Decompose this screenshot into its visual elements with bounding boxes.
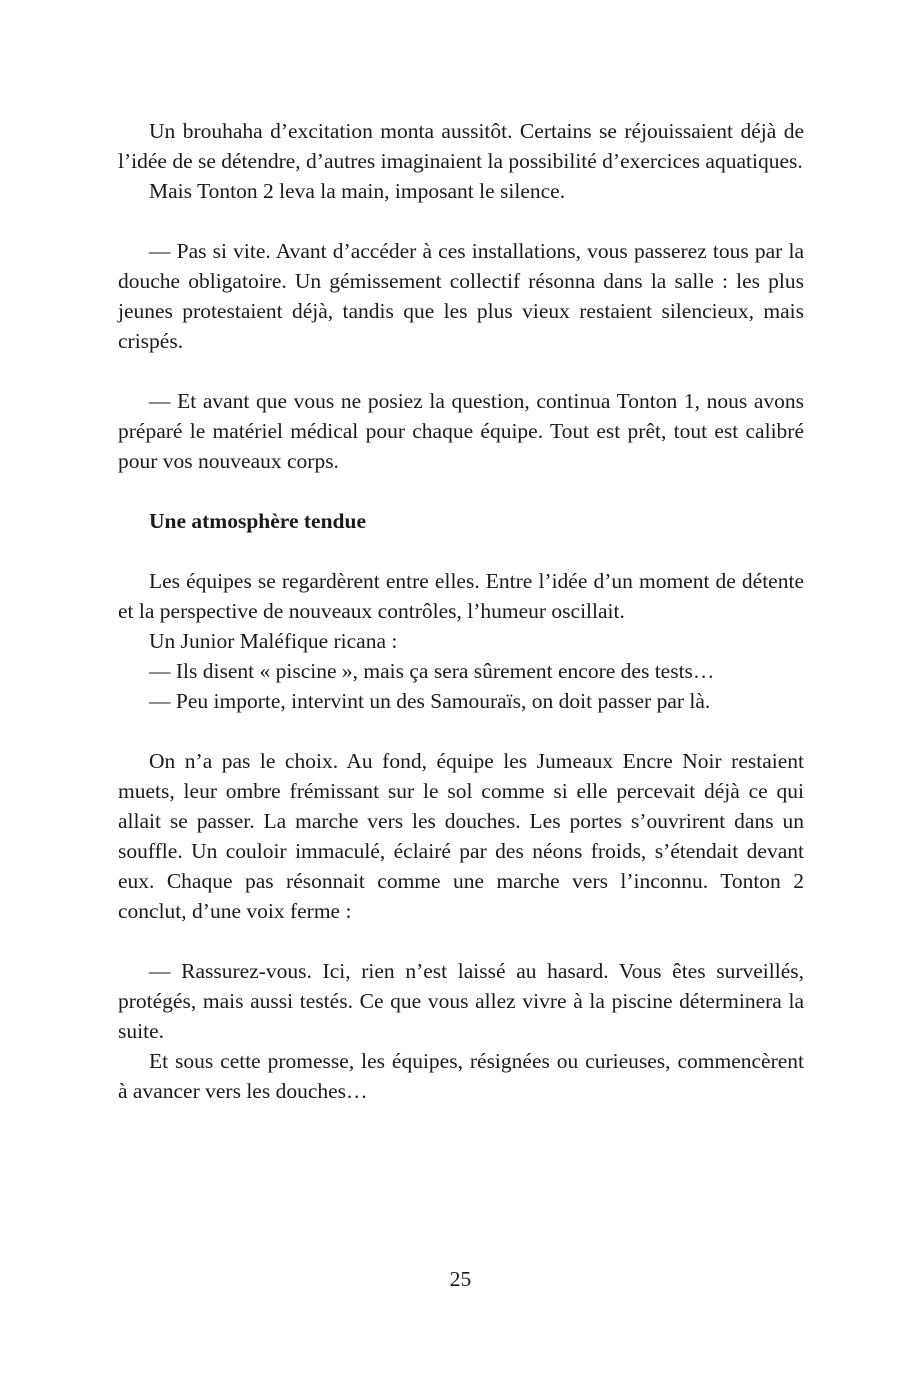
- page-body: [118, 116, 804, 1106]
- spacer: [118, 476, 804, 506]
- section-heading: Une atmosphère tendue: [149, 509, 366, 533]
- spacer: [118, 206, 804, 236]
- dialogue-5: — Rassurez-vous. Ici, rien n’est laissé au hasard. Vous êtes surveillés, protégés, mais aussi testés. Ce que vous allez vivre à la piscine déterminera la suite.: [118, 959, 804, 1043]
- paragraph-3: Les équipes se regardèrent entre elles. Entre l’idée d’un moment de détente et la perspective de nouveaux contrôles, l’humeur oscillait.: [118, 569, 804, 623]
- dialogue-4: — Peu importe, intervint un des Samouraïs, on doit passer par là.: [149, 689, 711, 713]
- paragraph-6: Et sous cette promesse, les équipes, résignées ou curieuses, commencèrent à avancer vers les douches…: [118, 1049, 804, 1103]
- paragraph-2: Mais Tonton 2 leva la main, imposant le silence.: [149, 179, 566, 203]
- paragraph-1: Un brouhaha d’excitation monta aussitôt. Certains se réjouissaient déjà de l’idée de se détendre, d’autres imaginaient la possibilité d’exercices aquatiques.: [118, 119, 804, 173]
- spacer: [118, 716, 804, 746]
- spacer: [118, 536, 804, 566]
- paragraph-5: On n’a pas le choix. Au fond, équipe les Jumeaux Encre Noir restaient muets, leur ombre frémissant sur le sol comme si elle percevait déjà ce qui allait se passer. La marche vers les douches. Les portes s’ouvrirent dans un souffle. Un couloir immaculé, éclairé par des néons froids, s’étendait devant eux. Chaque pas résonnait comme une marche vers l’inconnu. Tonton 2 conclut, d’une voix ferme :: [118, 749, 804, 923]
- page-number: 25: [449, 1267, 472, 1291]
- dialogue-1: — Pas si vite. Avant d’accéder à ces installations, vous passerez tous par la douche obligatoire. Un gémissement collectif résonna dans la salle : les plus jeunes protestaient déjà, tandis que les plus vieux restaient silencieux, mais crispés.: [118, 239, 804, 353]
- spacer: [118, 926, 804, 956]
- dialogue-2: — Et avant que vous ne posiez la question, continua Tonton 1, nous avons préparé le matériel médical pour chaque équipe. Tout est prêt, tout est calibré pour vos nouveaux corps.: [118, 389, 804, 473]
- paragraph-4: Un Junior Maléfique ricana :: [149, 629, 398, 653]
- dialogue-3: — Ils disent « piscine », mais ça sera sûrement encore des tests…: [149, 659, 715, 683]
- spacer: [118, 356, 804, 386]
